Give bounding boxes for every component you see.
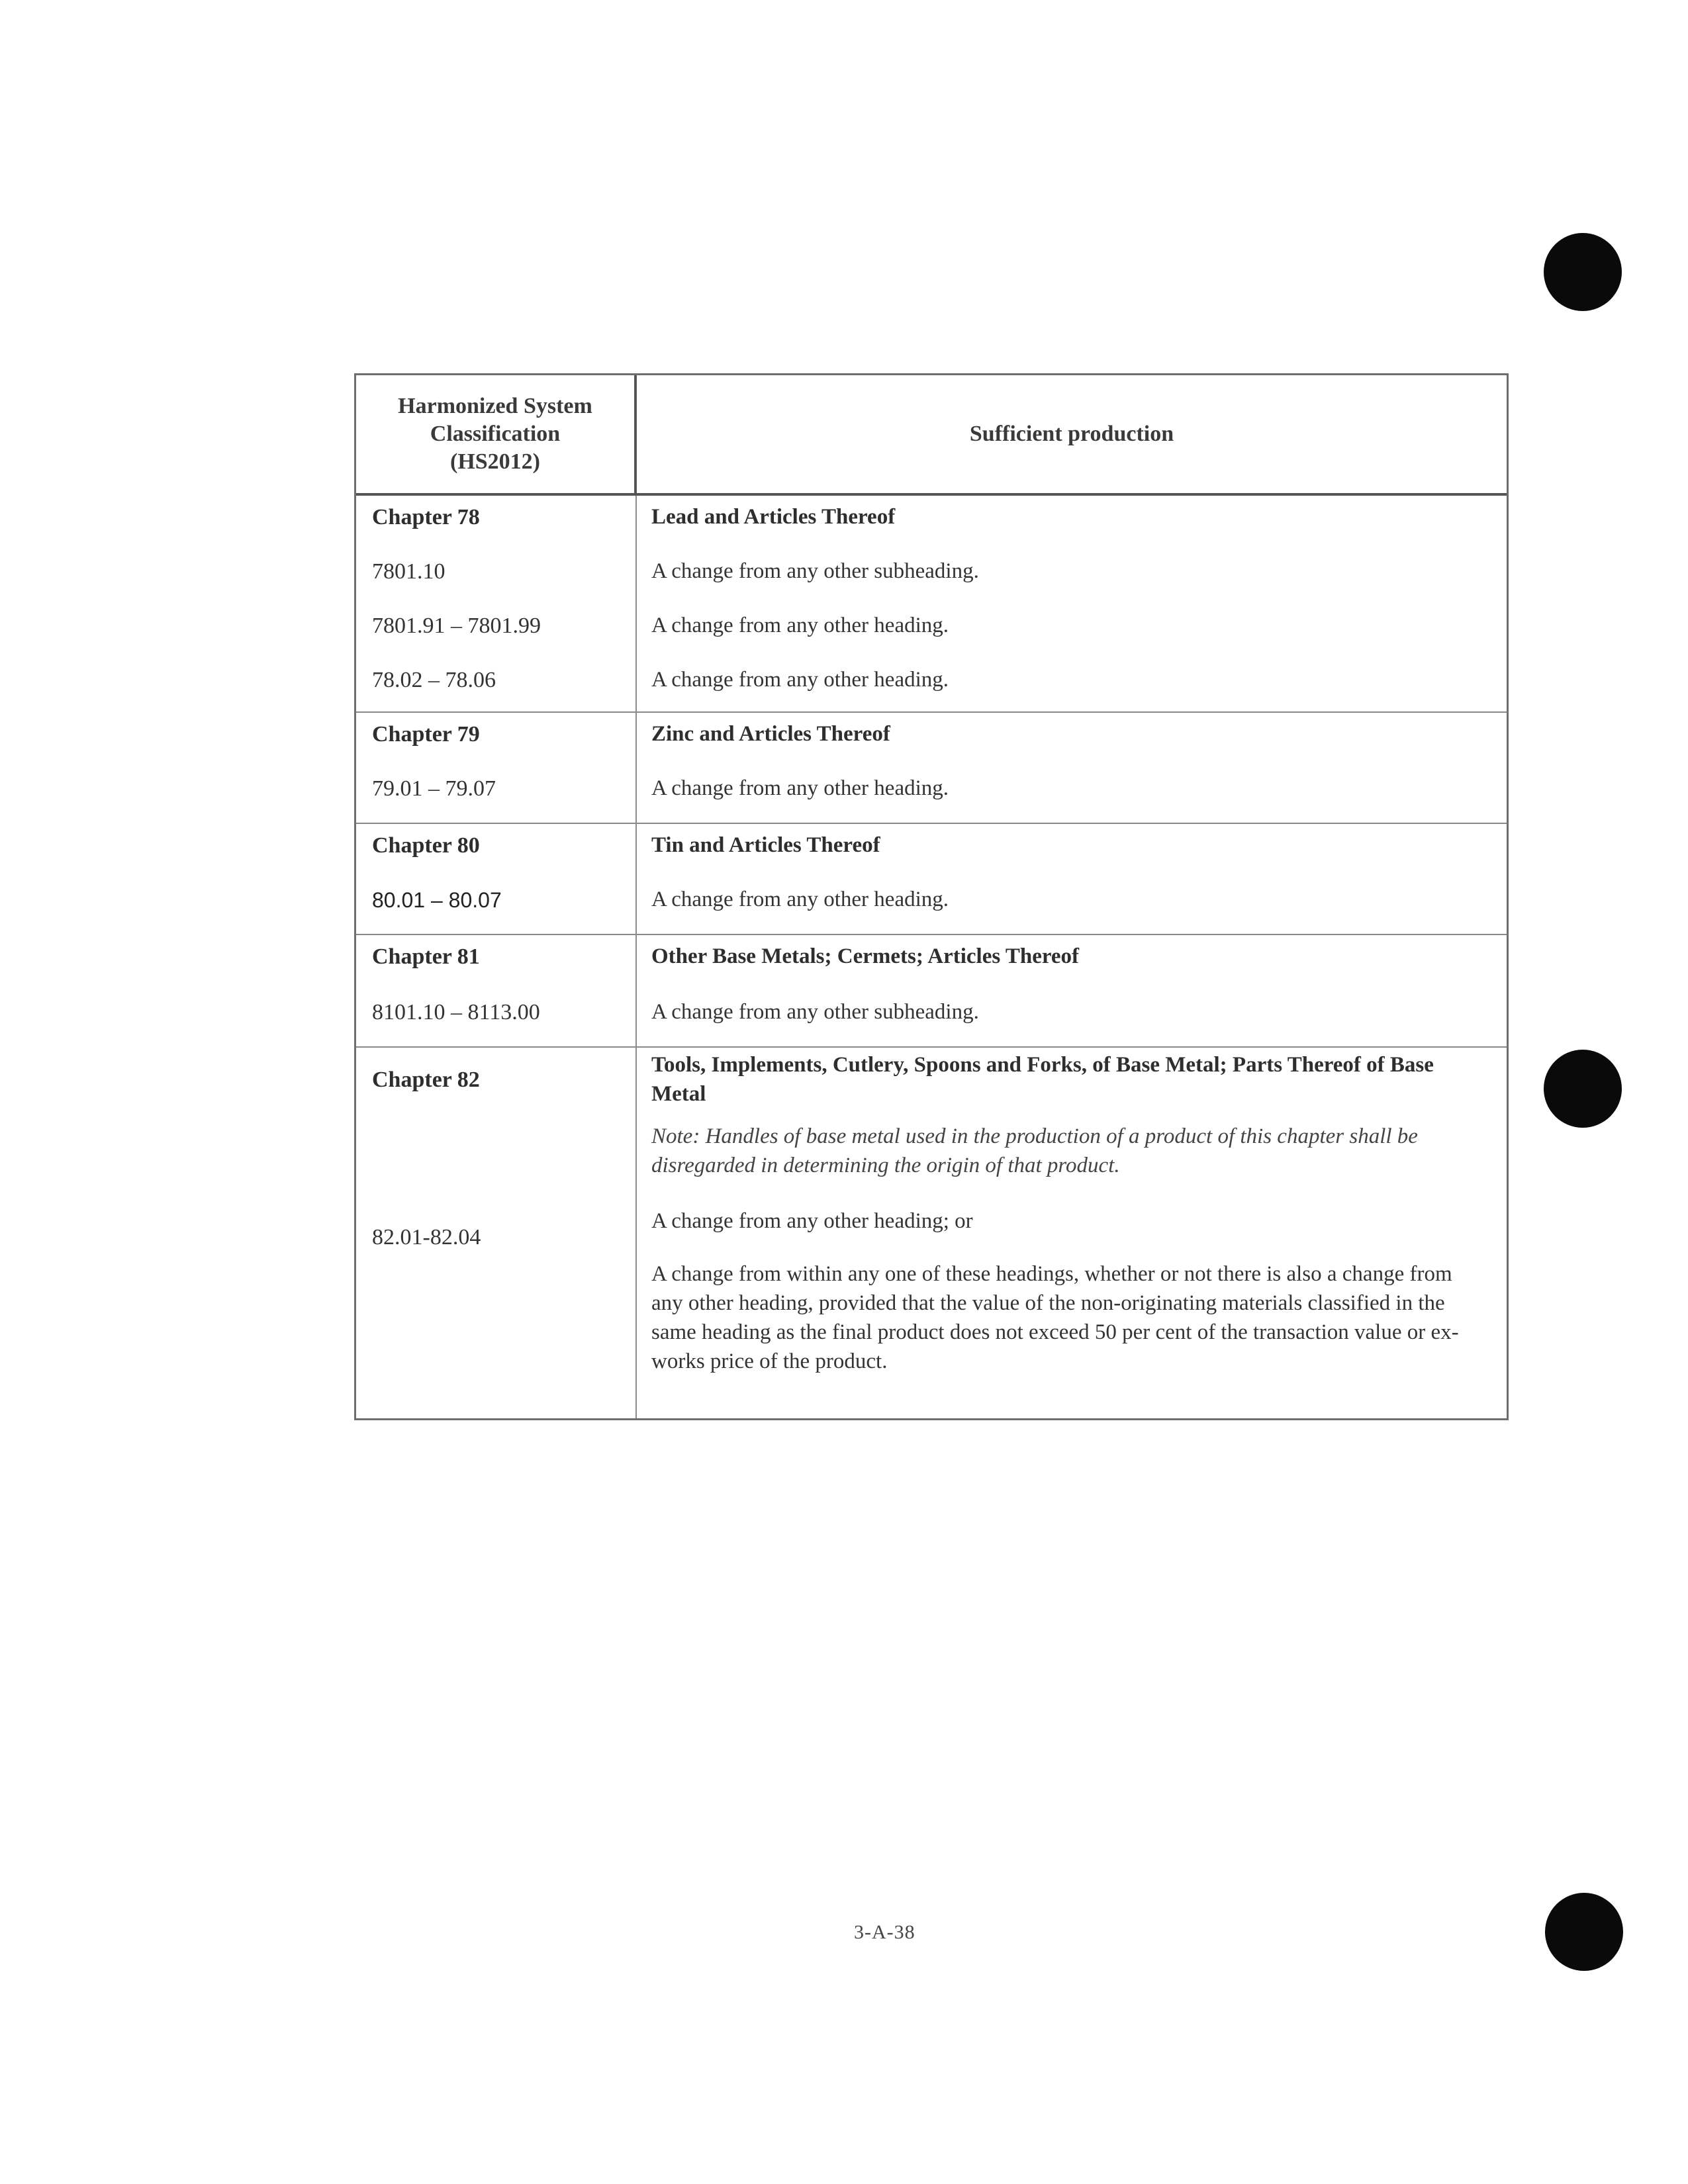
rule-text: A change from any other subheading. bbox=[651, 1000, 979, 1024]
header-production: Sufficient production bbox=[969, 422, 1174, 446]
punch-hole bbox=[1544, 233, 1622, 311]
header-classification-line: Classification bbox=[430, 422, 561, 446]
rules-of-origin-table bbox=[354, 373, 1509, 1420]
chapter-title: Other Base Metals; Cermets; Articles Thereof bbox=[651, 944, 1080, 968]
rule-text: A change from within any one of these headings, whether or not there is also a change from any other heading, provided that the value of the non-originating materials classified in the same heading as the final product does not exceed 50 per cent of the transaction value or ex-works price of the product. bbox=[651, 1262, 1459, 1373]
chapter-label: Chapter 79 bbox=[372, 722, 480, 747]
rule-text: A change from any other heading. bbox=[651, 776, 949, 800]
punch-hole bbox=[1545, 1893, 1623, 1971]
chapter-title: Tin and Articles Thereof bbox=[651, 833, 880, 857]
chapter-label: Chapter 78 bbox=[372, 505, 480, 529]
rule-text: A change from any other heading. bbox=[651, 887, 949, 911]
chapter-title: Tools, Implements, Cutlery, Spoons and Forks, of Base Metal; Parts Thereof of Base Metal bbox=[651, 1053, 1434, 1106]
chapter-section bbox=[356, 1048, 1507, 1418]
rule-text: A change from any other heading; or bbox=[651, 1209, 973, 1233]
hs-code: 82.01-82.04 bbox=[372, 1225, 481, 1250]
chapter-section bbox=[356, 824, 1507, 935]
table-header bbox=[356, 375, 1507, 496]
chapter-section bbox=[356, 713, 1507, 824]
header-classification-line: Harmonized System bbox=[398, 394, 592, 418]
hs-code: 8101.10 – 8113.00 bbox=[372, 1000, 540, 1024]
rule-text: A change from any other heading. bbox=[651, 614, 949, 637]
rule-text: A change from any other heading. bbox=[651, 668, 949, 692]
chapter-label: Chapter 81 bbox=[372, 944, 480, 969]
chapter-title: Lead and Articles Thereof bbox=[651, 505, 896, 529]
hs-code: 7801.91 – 7801.99 bbox=[372, 614, 541, 638]
chapter-note: Note: Handles of base metal used in the production of a product of this chapter shall be disregarded in determining the origin of that product. bbox=[651, 1124, 1418, 1177]
chapter-section bbox=[356, 496, 1507, 713]
page-number: 3-A-38 bbox=[854, 1921, 915, 1943]
chapter-title: Zinc and Articles Thereof bbox=[651, 722, 890, 746]
punch-hole bbox=[1544, 1050, 1622, 1128]
chapter-section bbox=[356, 935, 1507, 1048]
hs-code: 80.01 – 80.07 bbox=[372, 888, 502, 912]
chapter-label: Chapter 82 bbox=[372, 1068, 480, 1092]
hs-code: 78.02 – 78.06 bbox=[372, 668, 496, 692]
hs-code: 7801.10 bbox=[372, 559, 445, 584]
header-classification bbox=[356, 375, 637, 493]
chapter-label: Chapter 80 bbox=[372, 833, 480, 858]
hs-code: 79.01 – 79.07 bbox=[372, 776, 496, 801]
header-classification-line: (HS2012) bbox=[450, 449, 540, 474]
rule-text: A change from any other subheading. bbox=[651, 559, 979, 583]
